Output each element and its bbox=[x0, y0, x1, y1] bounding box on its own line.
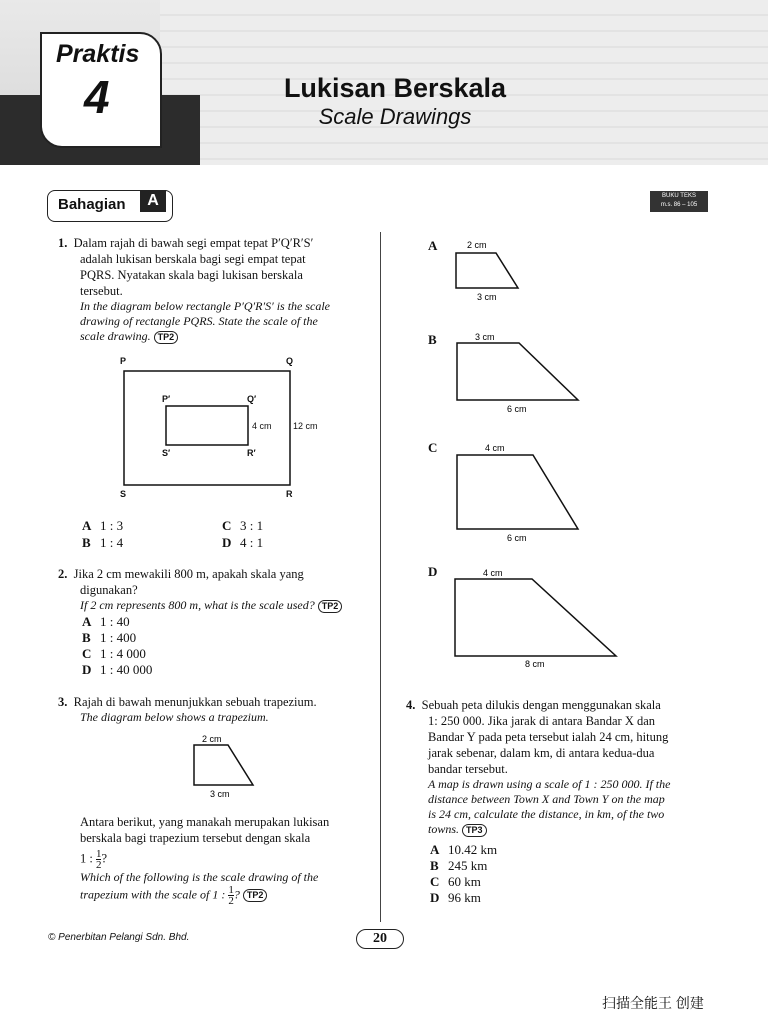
label-s: S bbox=[120, 489, 127, 499]
q3-number: 3. bbox=[58, 695, 68, 709]
q2-number: 2. bbox=[58, 567, 68, 581]
section-letter: A bbox=[140, 190, 166, 212]
q2-option-a[interactable] bbox=[82, 614, 130, 630]
option-c-bottom-length: 6 cm bbox=[507, 533, 527, 543]
q3-en-qmark: ? bbox=[233, 887, 240, 902]
label-p1: P′ bbox=[162, 394, 171, 404]
q4-option-c[interactable] bbox=[430, 874, 481, 890]
q4-option-d-letter: D bbox=[430, 890, 440, 905]
section-label: Bahagian bbox=[58, 196, 126, 213]
page-number: 20 bbox=[356, 929, 404, 949]
q1-option-a-text: 1 : 3 bbox=[100, 518, 124, 533]
option-b-top-length: 3 cm bbox=[475, 332, 495, 342]
option-d-top-length: 4 cm bbox=[483, 568, 503, 578]
q1-option-a-letter: A bbox=[82, 518, 92, 533]
q1-option-c-letter: C bbox=[222, 518, 232, 533]
option-a-bottom-length: 3 cm bbox=[477, 292, 497, 302]
q3-after-en-line1: Which of the following is the scale drawing of the bbox=[80, 870, 319, 884]
q4-option-b[interactable] bbox=[430, 858, 487, 874]
q1-option-d-text: 4 : 1 bbox=[240, 535, 264, 550]
label-s1: S′ bbox=[162, 448, 171, 458]
q2-tp-badge: TP2 bbox=[318, 600, 343, 613]
q3-text bbox=[58, 694, 370, 725]
q1-en-line3: scale drawing. bbox=[80, 329, 151, 343]
q3-en-fraction-num: 1 bbox=[228, 884, 234, 896]
q1-ms-line1: Dalam rajah di bawah segi empat tepat P′Q′R′S′ bbox=[73, 236, 314, 250]
q3-option-c-trapezium[interactable] bbox=[445, 440, 590, 546]
scanner-watermark: 扫描全能王 创建 bbox=[602, 995, 704, 1011]
q2-option-d-text: 1 : 40 000 bbox=[100, 662, 153, 677]
q4-option-a[interactable] bbox=[430, 842, 497, 858]
q4-en-line3: is 24 cm, calculate the distance, in km, of the two bbox=[428, 807, 665, 821]
q1-ms-line2: adalah lukisan berskala bagi segi empat tepat bbox=[80, 252, 306, 266]
q3-top-length: 2 cm bbox=[202, 734, 222, 744]
q4-option-b-letter: B bbox=[430, 858, 439, 873]
q3-after-ms-line2: berskala bagi trapezium tersebut dengan skala bbox=[80, 831, 311, 845]
q4-ms-line3: Bandar Y pada peta tersebut ialah 24 cm, hitung bbox=[428, 730, 669, 744]
q3-option-a-letter[interactable]: A bbox=[428, 238, 438, 253]
q3-option-c-letter[interactable]: C bbox=[428, 440, 438, 455]
q2-option-b-text: 1 : 400 bbox=[100, 630, 137, 645]
q3-tp-badge: TP2 bbox=[243, 889, 268, 902]
option-a-shape bbox=[456, 253, 518, 288]
q2-option-d-letter: D bbox=[82, 662, 92, 677]
q1-ms-line4: tersebut. bbox=[80, 284, 123, 298]
q1-option-b-letter: B bbox=[82, 535, 91, 550]
q2-text bbox=[58, 566, 370, 613]
label-r1: R′ bbox=[247, 448, 256, 458]
q3-en: The diagram below shows a trapezium. bbox=[80, 710, 269, 724]
q3-after-ms-line1: Antara berikut, yang manakah merupakan lukisan bbox=[80, 815, 330, 829]
option-a-top-length: 2 cm bbox=[467, 240, 487, 250]
q2-option-b[interactable] bbox=[82, 630, 136, 646]
q2-option-c[interactable] bbox=[82, 646, 146, 662]
q3-fraction-num: 1 bbox=[95, 848, 102, 860]
praktis-label: Praktis bbox=[56, 40, 140, 68]
option-b-bottom-length: 6 cm bbox=[507, 404, 527, 414]
q3-trapezium bbox=[194, 745, 253, 785]
q2-option-c-text: 1 : 4 000 bbox=[100, 646, 146, 661]
reference-badge-line2: m.s. 86 – 105 bbox=[660, 202, 698, 208]
q4-option-a-text: 10.42 km bbox=[448, 842, 498, 857]
page-subtitle: Scale Drawings bbox=[318, 104, 472, 129]
reference-badge-line1: BUKU TEKS bbox=[662, 193, 696, 199]
rect-p1q1r1s1 bbox=[166, 406, 248, 445]
q2-option-d[interactable] bbox=[82, 662, 152, 678]
option-d-bottom-length: 8 cm bbox=[525, 659, 545, 669]
reference-badge bbox=[650, 191, 708, 212]
label-outer-length: 12 cm bbox=[293, 421, 318, 431]
q2-ms-line1: Jika 2 cm mewakili 800 m, apakah skala yang bbox=[73, 567, 304, 581]
q3-bottom-length: 3 cm bbox=[210, 789, 230, 799]
q1-option-d[interactable] bbox=[222, 535, 263, 551]
q3-option-a-trapezium[interactable] bbox=[445, 236, 535, 306]
q1-option-a[interactable] bbox=[82, 518, 123, 534]
q2-en: If 2 cm represents 800 m, what is the scale used? bbox=[80, 598, 315, 612]
q4-option-b-text: 245 km bbox=[448, 858, 488, 873]
q1-option-c[interactable] bbox=[222, 518, 263, 534]
q3-option-b-letter[interactable]: B bbox=[428, 332, 437, 347]
option-c-top-length: 4 cm bbox=[485, 443, 505, 453]
q1-rectangle-diagram bbox=[110, 352, 340, 507]
q3-fraction-den: 2 bbox=[95, 859, 102, 871]
q4-number: 4. bbox=[406, 698, 416, 712]
q3-option-b-trapezium[interactable] bbox=[445, 330, 590, 418]
q4-en-line4: towns. bbox=[428, 822, 460, 836]
q1-option-b[interactable] bbox=[82, 535, 123, 551]
q2-option-b-letter: B bbox=[82, 630, 91, 645]
q1-option-c-text: 3 : 1 bbox=[240, 518, 264, 533]
q3-ms: Rajah di bawah menunjukkan sebuah trapezium. bbox=[73, 695, 317, 709]
q2-option-a-letter: A bbox=[82, 614, 92, 629]
option-b-shape bbox=[457, 343, 578, 400]
q1-en-line2: drawing of rectangle PQRS. State the scale of the bbox=[80, 314, 318, 328]
q3-option-d-letter[interactable]: D bbox=[428, 564, 438, 579]
q4-ms-line1: Sebuah peta dilukis dengan menggunakan skala bbox=[421, 698, 661, 712]
q4-text bbox=[406, 697, 716, 837]
q1-number: 1. bbox=[58, 236, 68, 250]
q3-option-d-trapezium[interactable] bbox=[445, 566, 625, 672]
q1-option-d-letter: D bbox=[222, 535, 232, 550]
q1-en-line1: In the diagram below rectangle P′Q′R′S′ is the scale bbox=[80, 299, 331, 313]
option-c-shape bbox=[457, 455, 578, 529]
q1-ms-line3: PQRS. Nyatakan skala bagi lukisan berskala bbox=[80, 268, 303, 282]
q4-ms-line4: jarak sebenar, dalam km, di antara kedua-dua bbox=[428, 746, 655, 760]
label-inner-length: 4 cm bbox=[252, 421, 272, 431]
column-divider bbox=[380, 232, 381, 922]
praktis-number: 4 bbox=[84, 71, 110, 123]
q2-option-c-letter: C bbox=[82, 646, 92, 661]
q3-trapezium-diagram bbox=[180, 733, 270, 801]
q1-text bbox=[58, 235, 368, 344]
q3-en-fraction-den: 2 bbox=[228, 895, 234, 907]
q2-ms-line2: digunakan? bbox=[80, 583, 138, 597]
q4-option-c-letter: C bbox=[430, 874, 440, 889]
q1-tp-badge: TP2 bbox=[154, 331, 179, 344]
q3-after-en-line2: trapezium with the scale of 1 : bbox=[80, 887, 226, 902]
publisher-credit: © Penerbitan Pelangi Sdn. Bhd. bbox=[48, 932, 190, 943]
q1-option-b-text: 1 : 4 bbox=[100, 535, 124, 550]
label-q1: Q′ bbox=[247, 394, 257, 404]
q4-en-line2: distance between Town X and Town Y on the map bbox=[428, 792, 665, 806]
q3-qmark: ? bbox=[101, 851, 108, 866]
q3-question bbox=[80, 814, 370, 906]
label-r: R bbox=[286, 489, 293, 499]
option-d-shape bbox=[455, 579, 616, 656]
q4-tp-badge: TP3 bbox=[462, 824, 487, 837]
q3-scale-prefix: 1 : bbox=[80, 851, 93, 866]
q4-en-line1: A map is drawn using a scale of 1 : 250 000. If the bbox=[428, 777, 671, 791]
label-p: P bbox=[120, 356, 127, 366]
q4-option-c-text: 60 km bbox=[448, 874, 481, 889]
q2-option-a-text: 1 : 40 bbox=[100, 614, 130, 629]
q4-option-d[interactable] bbox=[430, 890, 481, 906]
q4-ms-line2: 1: 250 000. Jika jarak di antara Bandar X dan bbox=[428, 714, 656, 728]
page-title: Lukisan Berskala bbox=[283, 73, 507, 103]
label-q: Q bbox=[286, 356, 294, 366]
q4-option-a-letter: A bbox=[430, 842, 440, 857]
q4-option-d-text: 96 km bbox=[448, 890, 481, 905]
q4-ms-line5: bandar tersebut. bbox=[428, 762, 508, 776]
